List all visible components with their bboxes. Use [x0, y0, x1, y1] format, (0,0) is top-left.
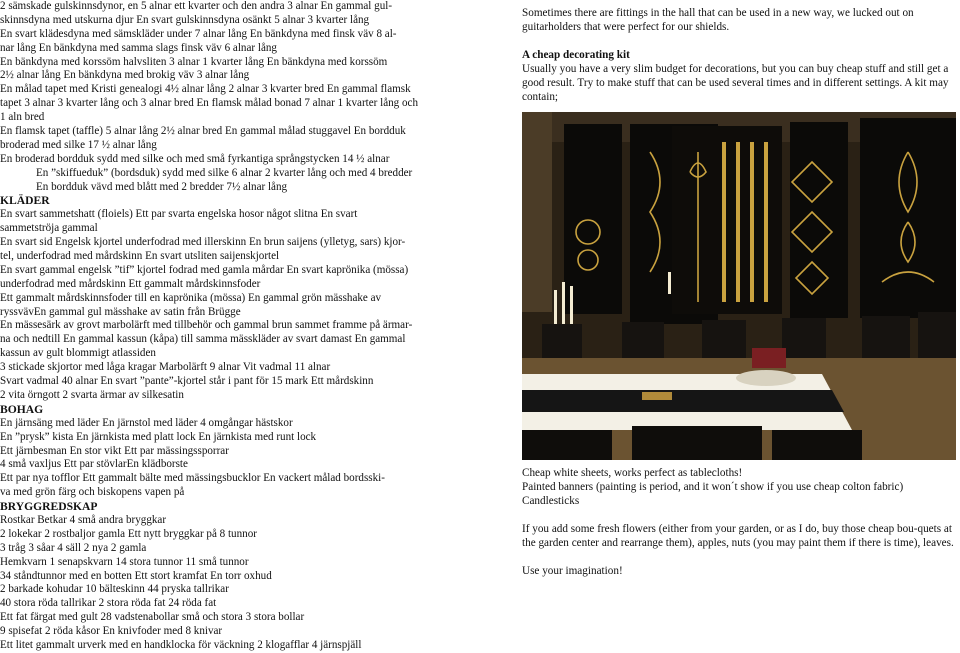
inventory-line: En flamsk tapet (taffle) 5 alnar lång 2½ alnar bred En gammal målad stuggavel En bordduk — [0, 125, 406, 138]
kit-heading: A cheap decorating kit — [522, 49, 630, 61]
list-item-sheets: Cheap white sheets, works perfect as tablecloths! — [522, 467, 743, 479]
inventory-line: ryssvävEn gammal gul mässhake av satin från Brügge — [0, 305, 241, 318]
hall-photo-drawing — [522, 112, 956, 460]
inventory-line: 2 lokekar 2 rostbaljor gamla Ett nytt bryggkar på 8 tunnor — [0, 527, 257, 540]
inventory-line: nar lång En bänkdyna med samma slags finsk väv 6 alnar lång — [0, 41, 277, 54]
inventory-line: En svart gammal engelsk ”tif” kjortel fodrad med gamla mårdar En svart kaprönika (mössa) — [0, 263, 409, 276]
inventory-line: 1 aln bred — [0, 111, 45, 124]
inventory-line: tapet 3 alnar 3 kvarter lång och 3 alnar bred En flamsk målad bonad 7 alnar 1 kvarter lång och — [0, 97, 419, 110]
inventory-line: broderad med silke 17 ½ alnar lång — [0, 138, 157, 151]
inventory-line: En broderad bordduk sydd med silke och med små fyrkantiga språngstycken 14 ½ alnar — [0, 152, 390, 165]
inventory-line: En bordduk vävd med blått med 2 bredder 7½ alnar lång — [36, 180, 288, 193]
inventory-line: En järnsäng med läder En järnstol med läder 4 omgångar hästskor — [0, 416, 293, 429]
inventory-line: Ett fat färgat med gult 28 vadstenabollar små och stora 3 stora bollar — [0, 611, 305, 624]
inventory-line: 2 barkade kohudar 10 bälteskinn 44 pryska tallrikar — [0, 583, 229, 596]
inventory-line: 2 sämskade gulskinnsdynor, en 5 alnar ett kvarter och den andra 3 alnar En gammal gul- — [0, 0, 393, 12]
inventory-line: Rostkar Betkar 4 små andra bryggkar — [0, 513, 167, 526]
hall-photo — [522, 112, 956, 460]
inventory-line: En ”skiffueduk” (bordsduk) sydd med silke 6 alnar 2 kvarter lång och med 4 bredder — [36, 166, 413, 179]
inventory-line: En svart sid Engelsk kjortel underfodrad med illerskinn En brun saijens (ylletyg, sars) kjor- — [0, 236, 406, 249]
inventory-line: 9 spisefat 2 röda kåsor En knivfoder med 8 knivar — [0, 625, 223, 638]
inventory-line: skinnsdyna med utskurna djur En svart gulskinnsdyna osänkt 5 alnar 3 kvarter lång — [0, 13, 370, 26]
section-heading: KLÄDER — [0, 194, 50, 208]
inventory-line: 2 vita örngott 2 svarta ärmar av silkesatin — [0, 388, 184, 401]
inventory-line: 34 ståndtunnor med en botten Ett stort kramfat En torr oxhud — [0, 569, 272, 582]
inventory-line: va med grön färg och biskopens vapen på — [0, 486, 185, 499]
closing-line: Use your imagination! — [522, 565, 623, 577]
kit-paragraph: Usually you have a very slim budget for decorations, but you can buy cheap stuff and still get a good result. Try to make stuff that can be used several times and in different settings. A kit may contain; — [522, 63, 949, 103]
inventory-line: En svart klädesdyna med sämskläder under 7 alnar lång En bänkdyna med finsk väv 8 al- — [0, 27, 397, 40]
inventory-line: Svart vadmal 40 alnar En svart ”pante”-kjortel står i pant för 15 mark Ett mårdskinn — [0, 375, 374, 388]
inventory-line: underfodrad med mårdskinn Ett gammalt mårdskinnsfoder — [0, 277, 261, 290]
inventory-line: 3 stickade skjortor med låga kragar Marbolärft 9 alnar Vit vadmal 11 alnar — [0, 361, 331, 374]
inventory-line: Ett litet gammalt urverk med en handklocka för väckning 2 klogafflar 4 järnspjäll — [0, 638, 362, 651]
inventory-line: En svart sammetshatt (floiels) Ett par svarta engelska hosor något slitna En svart — [0, 208, 358, 221]
inventory-line: 2½ alnar lång En bänkdyna med brokig väv 3 alnar lång — [0, 69, 250, 82]
article-column — [522, 6, 956, 578]
section-heading: BRYGGREDSKAP — [0, 500, 98, 514]
inventory-line: 40 stora röda tallrikar 2 stora röda fat 24 röda fat — [0, 597, 217, 610]
inventory-line: sammetströja gammal — [0, 222, 98, 235]
inventory-line: En mässesärk av grovt marbolärft med tillbehör och gammal brun sammet framme på ärmar- — [0, 319, 413, 332]
list-item-candlesticks: Candlesticks — [522, 495, 580, 507]
inventory-line: En ”prysk” kista En järnkista med platt lock En järnkista med runt lock — [0, 430, 317, 443]
flowers-paragraph: If you add some fresh flowers (either from your garden, or as I do, buy those cheap bou-quets at the garden center and rearrange them), apples, nuts (you may paint them if there is time), leaves. — [522, 523, 954, 549]
inventory-line: 3 tråg 3 såar 4 säll 2 nya 2 gamla — [0, 541, 147, 554]
inventory-line: En målad tapet med Kristi genealogi 4½ alnar lång 2 alnar 3 kvarter bred En gammal flamsk — [0, 83, 411, 96]
inventory-line: Ett par nya tofflor Ett gammalt bälte med mässingsbucklor En vackert målad bordsski- — [0, 472, 385, 485]
inventory-line: 4 små vaxljus Ett par stövlarEn klädborste — [0, 458, 188, 471]
inventory-line: En bänkdyna med korssöm halvsliten 3 alnar 1 kvarter lång En bänkdyna med korssöm — [0, 55, 388, 68]
inventory-line: kassun av gult blommigt atlassiden — [0, 347, 156, 360]
inventory-line: tel, underfodrad med mårdskinn En svart utsliten saijenskjortel — [0, 250, 280, 263]
inventory-line: Ett gammalt mårdskinnsfoder till en kaprönika (mössa) En gammal grön mässhake av — [0, 291, 382, 304]
intro-paragraph: Sometimes there are fittings in the hall that can be used in a new way, we lucked out on guitarholders that were perfect for our shields. — [522, 7, 914, 33]
inventory-line: Hemkvarn 1 senapskvarn 14 stora tunnor 11 små tunnor — [0, 555, 249, 568]
inventory-line: Ett järnbesman En stor vikt Ett par mässingssporrar — [0, 444, 229, 457]
list-item-banners: Painted banners (painting is period, and it won´t show if you use cheap colton fabric) — [522, 481, 904, 493]
inventory-line: na och nedtill En gammal kassun (kåpa) till samma mässkläder av svart damast En gammal — [0, 333, 406, 346]
section-heading: BOHAG — [0, 402, 44, 416]
